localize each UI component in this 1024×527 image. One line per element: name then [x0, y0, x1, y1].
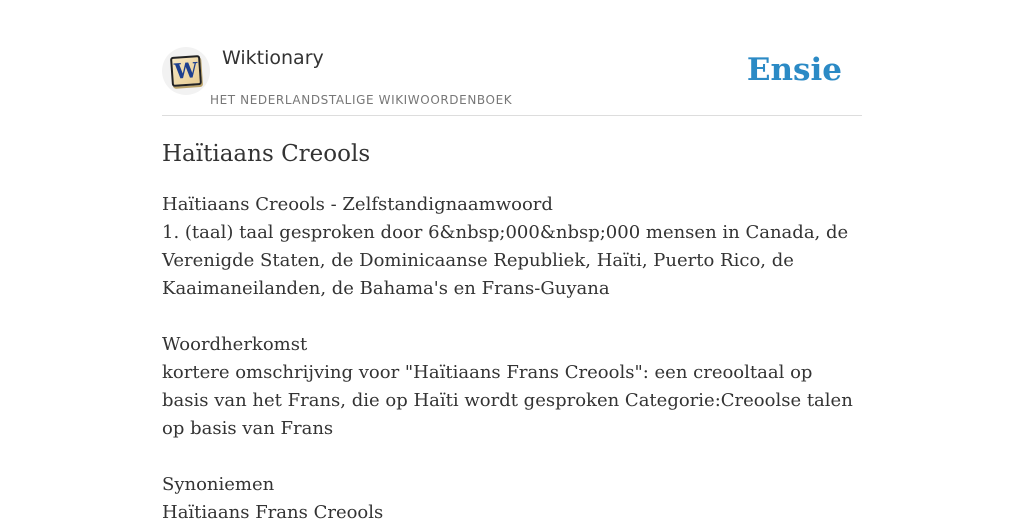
- site-header: [162, 0, 862, 116]
- main-content: [162, 139, 862, 527]
- definition-text: 1. (taal) taal gesproken door 6&nbsp;000&nbsp;000 mensen in Canada, de Verenigde Staten, de Dominicaanse Republiek, Haïti, Puerto Rico, de Kaaimaneilanden, de Bahama's en Frans-Guyana: [162, 222, 849, 299]
- wiktionary-logo-icon[interactable]: [162, 47, 210, 95]
- synonyms-text: Haïtiaans Frans Creools: [162, 502, 384, 523]
- site-tagline: HET NEDERLANDSTALIGE WIKIWOORDENBOEK: [210, 93, 513, 107]
- headword-line: Haïtiaans Creools - Zelfstandignaamwoord: [162, 194, 553, 215]
- etymology-heading: Woordherkomst: [162, 334, 308, 355]
- ensie-brand-link[interactable]: Ensie: [746, 52, 842, 88]
- synonyms-heading: Synoniemen: [162, 474, 275, 495]
- site-name[interactable]: Wiktionary: [222, 47, 324, 69]
- paragraph-gap: [162, 303, 862, 331]
- logo-tile: [170, 55, 202, 87]
- page-title: Haïtiaans Creools: [162, 141, 371, 167]
- etymology-text: kortere omschrijving voor "Haïtiaans Frans Creools": een creooltaal op basis van het Frans, die op Haïti wordt gesproken Categorie:Creoolse talen op basis van Frans: [162, 362, 853, 439]
- logo-letter: W: [173, 57, 199, 84]
- entry-body: [162, 191, 862, 527]
- paragraph-gap: [162, 443, 862, 471]
